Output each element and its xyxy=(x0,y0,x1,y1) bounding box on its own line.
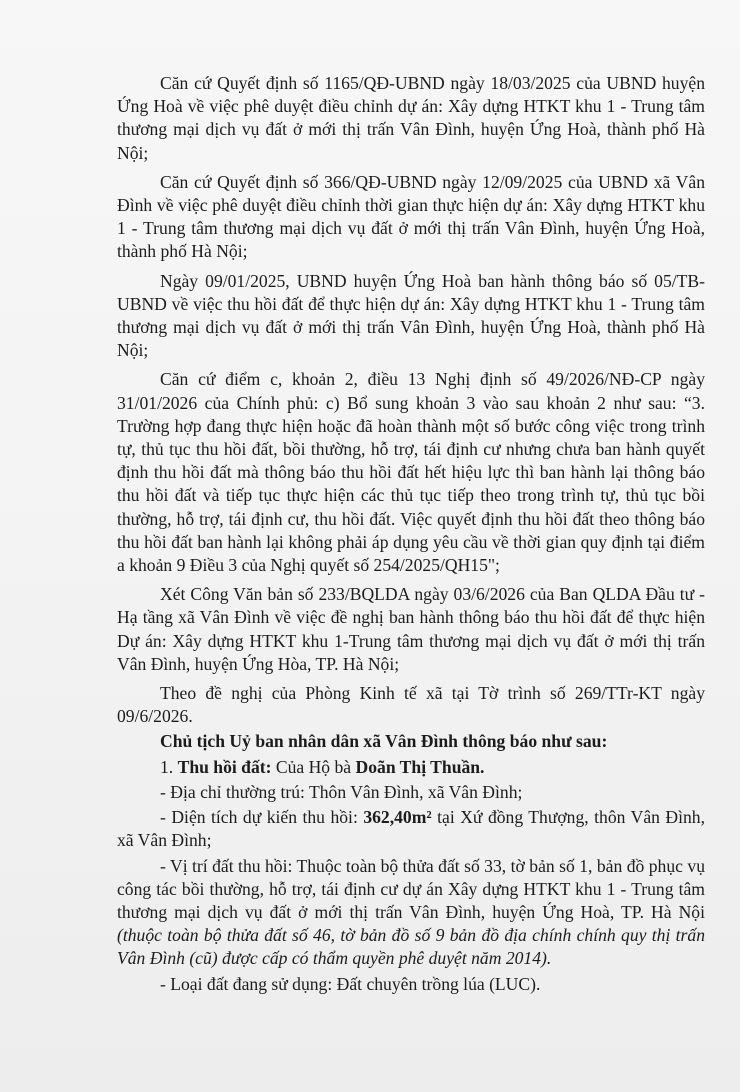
paragraph-proposal-269: Theo đề nghị của Phòng Kinh tế xã tại Tờ trình số 269/TTr-KT ngày 09/6/2026. xyxy=(117,683,705,727)
paragraph-decree-49: Căn cứ điểm c, khoản 2, điều 13 Nghị định số 49/2026/NĐ-CP ngày 31/01/2026 của Chính phủ: c) Bổ sung khoản 3 vào sau khoản 2 như sau: “3. Trường hợp đang thực hiện hoặc đã hoàn thành một số bước công việc trong trình tự, thủ tục thu hồi đất, bồi thường, hỗ trợ, tái định cư nhưng chưa ban hành quyết định thu hồi đất mà thông báo thu hồi đất hết hiệu lực thì ban hành lại thông báo thu hồi đất và tiếp tục thực hiện các thủ tục tiếp theo trong trình tự, thủ tục bồi thường, hỗ trợ, tái định cư, thu hồi đất. Việc quyết định thu hồi đất theo thông báo thu hồi đất ban hành lại không phải áp dụng yêu cầu về thời gian quy định tại điểm a khoản 9 Điều 3 của Nghị quyết số 254/2025/QH15"; xyxy=(117,369,705,576)
item-number: 1. xyxy=(160,756,178,777)
area-value: 362,40m² xyxy=(363,807,432,828)
paragraph-official-letter-233: Xét Công Văn bản số 233/BQLDA ngày 03/6/2026 của Ban QLDA Đầu tư - Hạ tầng xã Vân Đình về việc đề nghị ban hành thông báo thu hồi đất để thực hiện Dự án: Xây dựng HTKT khu 1-Trung tâm thương mại dịch vụ đất ở mới thị trấn Vân Đình, huyện Ứng Hòa, TP. Hà Nội; xyxy=(117,584,705,674)
paragraph-notice-05: Ngày 09/01/2025, UBND huyện Ứng Hoà ban hành thông báo số 05/TB-UBND về việc thu hồi đất để thực hiện dự án: Xây dựng HTKT khu 1 - Trung tâm thương mại dịch vụ đất ở mới thị trấn Vân Đình, huyện Ứng Hoà, thành phố Hà Nội; xyxy=(117,270,705,361)
announcement-heading: Chủ tịch Uỷ ban nhân dân xã Vân Đình thông báo như sau: xyxy=(160,731,608,752)
item-label: Thu hồi đất: xyxy=(177,756,272,777)
item-address xyxy=(117,781,705,804)
item-location xyxy=(117,855,705,971)
paragraph-decision-1165: Căn cứ Quyết định số 1165/QĐ-UBND ngày 18/03/2025 của UBND huyện Ứng Hoà về việc phê duyệt điều chỉnh dự án: Xây dựng HTKT khu 1 - Trung tâm thương mại dịch vụ đất ở mới thị trấn Vân Đình, huyện Ứng Hoà, thành phố Hà Nội; xyxy=(117,73,705,163)
address-text: thường trú: Thôn Vân Đình, xã Vân Đình; xyxy=(221,781,523,802)
area-suffix: tại Xứ đồng Thượng, thôn Vân Đình, xã Vân Đình; xyxy=(117,807,705,851)
owner-name: Doãn Thị Thuần. xyxy=(355,756,485,777)
address-label: Địa chỉ xyxy=(170,781,222,802)
item-land-type: - Loại đất đang sử dụng: Đất chuyên trồng lúa (LUC). xyxy=(160,973,541,994)
location-text: - Vị trí đất thu hồi: Thuộc toàn bộ thửa đất số 33, tờ bản số 1, bản đồ phục vụ công tác bồi thường, hỗ trợ, tái định cư dự án Xây dựng HTKT khu 1 - Trung tâm thương mại dịch vụ đất ở mới thị trấn Vân Đình, huyện Ứng Hoà, TP. Hà Nội xyxy=(117,855,705,922)
item-area xyxy=(117,806,705,852)
item-text: Của Hộ bà xyxy=(271,756,356,777)
item-land-recovery xyxy=(117,756,705,779)
location-note: (thuộc toàn bộ thửa đất số 46, tờ bản đồ số 9 bản đồ địa chính chính quy thị trấn Vân Đình (cũ) được cấp có thẩm quyền phê duyệt năm 2014). xyxy=(117,925,705,969)
document-body xyxy=(117,72,705,996)
area-prefix: - Diện tích dự kiến thu hồi: xyxy=(160,807,364,828)
address-prefix: - xyxy=(160,781,171,802)
paragraph-decision-366: Căn cứ Quyết định số 366/QĐ-UBND ngày 12/09/2025 của UBND xã Vân Đình về việc phê duyệt điều chỉnh thời gian thực hiện dự án: Xây dựng HTKT khu 1 - Trung tâm thương mại dịch vụ đất ở mới thị trấn Vân Đình, huyện Ứng Hoà, thành phố Hà Nội; xyxy=(117,171,705,262)
